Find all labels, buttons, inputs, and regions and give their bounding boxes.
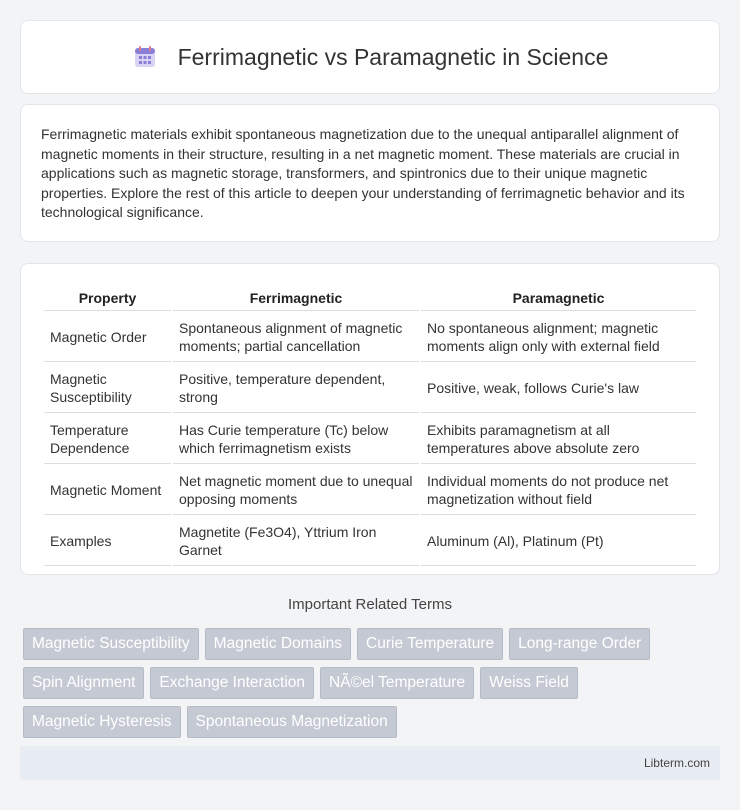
table-header-row <box>44 286 696 311</box>
table-row <box>44 364 696 413</box>
table-cell: Has Curie temperature (Tc) below which ferrimagnetism exists <box>173 415 419 464</box>
tag-spin-alignment[interactable]: Spin Alignment <box>23 667 144 699</box>
table-cell: Positive, temperature dependent, strong <box>173 364 419 413</box>
tag-magnetic-susceptibility[interactable]: Magnetic Susceptibility <box>23 628 199 660</box>
table-cell: Net magnetic moment due to unequal opposing moments <box>173 466 419 515</box>
tag-weiss-field[interactable]: Weiss Field <box>480 667 578 699</box>
table-row <box>44 313 696 362</box>
table-cell: Exhibits paramagnetism at all temperatures above absolute zero <box>421 415 696 464</box>
tag-magnetic-domains[interactable]: Magnetic Domains <box>205 628 351 660</box>
header-ferrimagnetic: Ferrimagnetic <box>173 286 419 311</box>
comparison-table-card <box>20 263 720 575</box>
table-row <box>44 415 696 464</box>
tag-exchange-interaction[interactable]: Exchange Interaction <box>150 667 314 699</box>
related-terms-title: Important Related Terms <box>288 596 452 613</box>
table-cell: Positive, weak, follows Curie's law <box>421 364 696 413</box>
header-paramagnetic: Paramagnetic <box>421 286 696 311</box>
table-cell: Spontaneous alignment of magnetic moments; partial cancellation <box>173 313 419 362</box>
table-row <box>44 517 696 566</box>
intro-paragraph: Ferrimagnetic materials exhibit spontaneous magnetization due to the unequal antiparallel alignment of magnetic moments in their structure, resulting in a net magnetic moment. These materials are crucial in applications such as magnetic storage, transformers, and spintronics due to their unique magnetic properties. Explore the rest of this article to deepen your understanding of ferrimagnetic behavior and its technological significance. <box>41 126 685 221</box>
tag-spontaneous-magnetization[interactable]: Spontaneous Magnetization <box>187 706 397 738</box>
table-cell: Aluminum (Al), Platinum (Pt) <box>421 517 696 566</box>
title-card <box>20 20 720 94</box>
tag-long-range-order[interactable]: Long-range Order <box>509 628 650 660</box>
tag-magnetic-hysteresis[interactable]: Magnetic Hysteresis <box>23 706 181 738</box>
table-cell: Temperature Dependence <box>44 415 171 464</box>
table-cell: Magnetic Susceptibility <box>44 364 171 413</box>
calendar-grid-icon <box>132 44 158 70</box>
page-title: Ferrimagnetic vs Paramagnetic in Science <box>177 43 609 70</box>
tag-neel-temperature[interactable]: NÃ©el Temperature <box>320 667 474 699</box>
tag-curie-temperature[interactable]: Curie Temperature <box>357 628 503 660</box>
table-cell: No spontaneous alignment; magnetic moments align only with external field <box>421 313 696 362</box>
table-cell: Magnetic Order <box>44 313 171 362</box>
intro-card <box>20 104 720 242</box>
table-cell: Individual moments do not produce net magnetization without field <box>421 466 696 515</box>
table-cell: Magnetite (Fe3O4), Yttrium Iron Garnet <box>173 517 419 566</box>
footer-site-link[interactable]: Libterm.com <box>643 756 710 770</box>
table-row <box>44 466 696 515</box>
comparison-table <box>42 284 698 568</box>
footer <box>20 746 720 780</box>
header-property: Property <box>44 286 171 311</box>
table-cell: Examples <box>44 517 171 566</box>
table-cell: Magnetic Moment <box>44 466 171 515</box>
related-terms-tags <box>23 628 723 745</box>
